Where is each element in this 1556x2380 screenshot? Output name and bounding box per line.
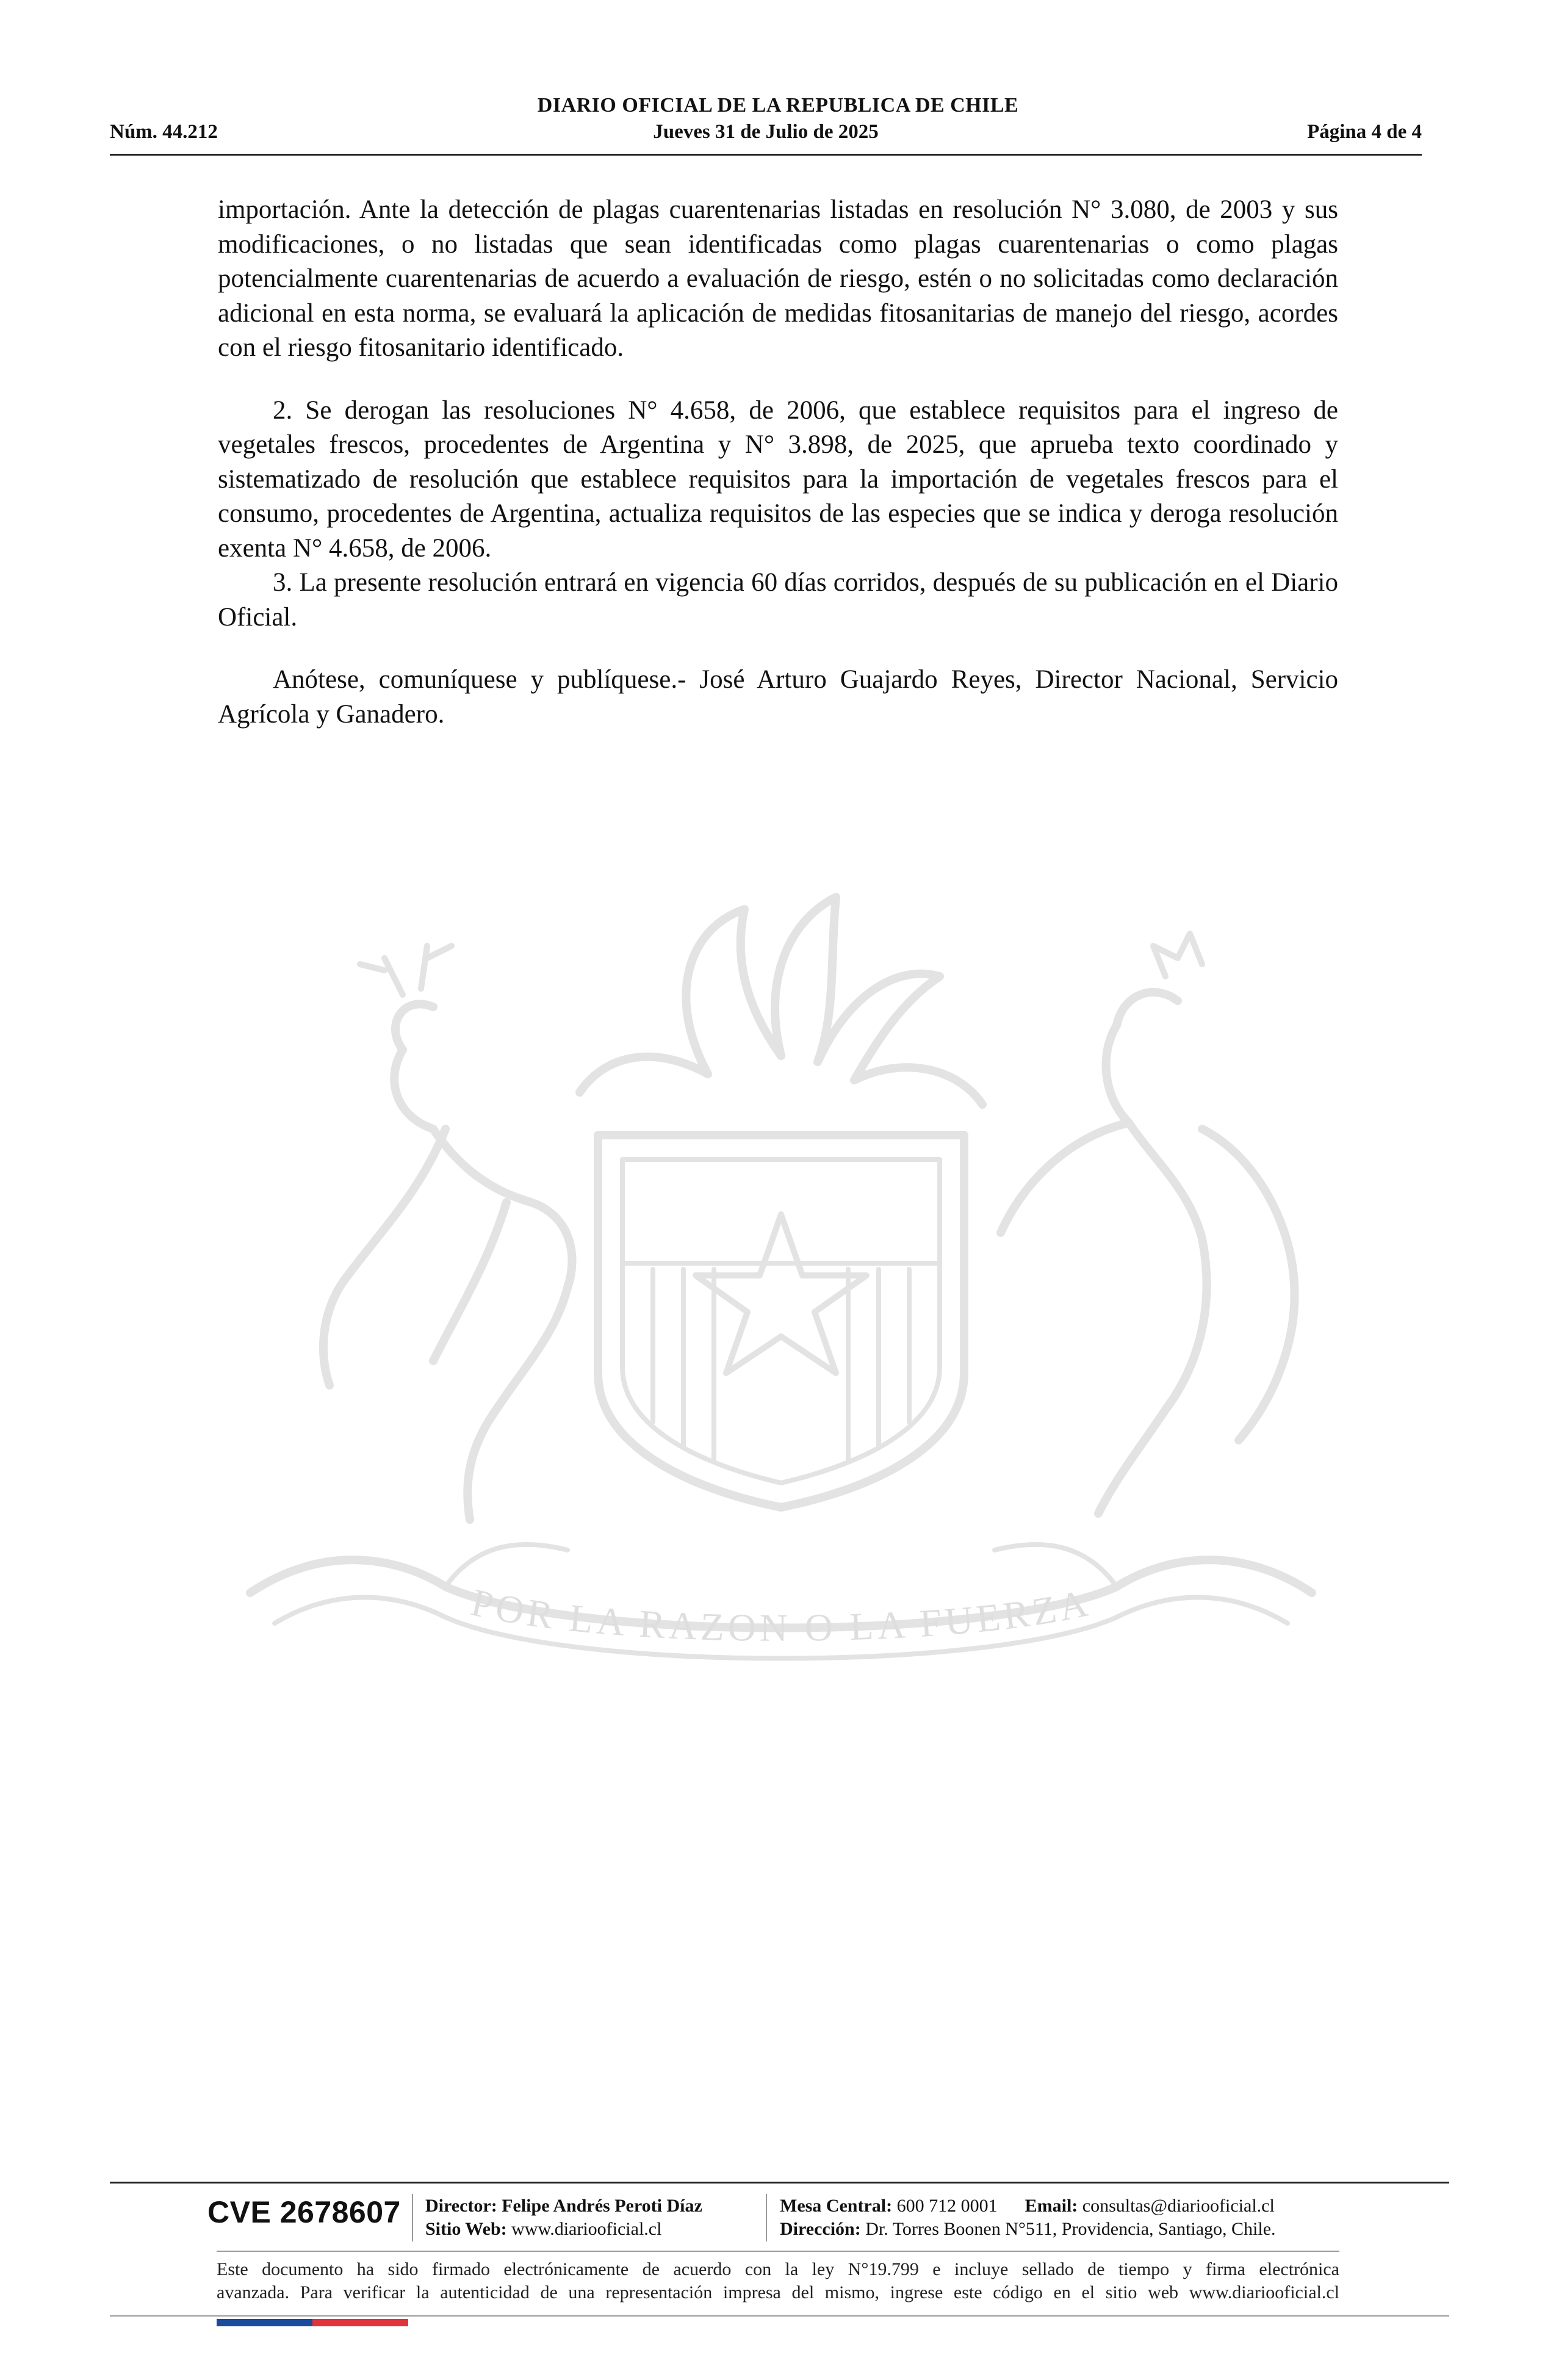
phone-number: 600 712 0001 <box>896 2196 998 2216</box>
footer-contact-block <box>780 2194 1276 2241</box>
footer-director-block <box>425 2194 702 2241</box>
cve-code: CVE 2678607 <box>207 2195 401 2229</box>
address-label: Dirección: <box>780 2219 861 2239</box>
director-name: Felipe Andrés Peroti Díaz <box>502 2196 702 2216</box>
address-value: Dr. Torres Boonen N°511, Providencia, Santiago, Chile. <box>865 2219 1276 2239</box>
flag-stripe-red <box>312 2319 408 2326</box>
email-link[interactable]: consultas@diariooficial.cl <box>1082 2196 1275 2216</box>
electronic-signature-notice <box>217 2258 1339 2304</box>
email-label: Email: <box>1025 2196 1078 2216</box>
coat-of-arms-watermark <box>201 873 1361 1684</box>
footer-divider-top <box>110 2182 1449 2183</box>
header-row <box>110 121 1422 149</box>
director-label: Director: <box>425 2196 497 2216</box>
newspaper-title: DIARIO OFICIAL DE LA REPUBLICA DE CHILE <box>537 94 1019 117</box>
website-label: Sitio Web: <box>425 2219 507 2239</box>
issue-number: Núm. 44.212 <box>110 121 218 143</box>
footer-divider-middle <box>217 2251 1339 2252</box>
motto-text: POR LA RAZON O LA FUERZA <box>467 1580 1095 1650</box>
paragraph-article-2: 2. Se derogan las resoluciones N° 4.658, de 2006, que establece requisitos para el ingreso de vegetales frescos, procedentes de Argentina y N° 3.898, de 2025, que aprueba texto coordinado y sistematizado de resolución que establece requisitos para la importación de vegetales frescos para el consumo, procedentes de Argentina, actualiza requisitos de las especies que se indica y deroga resolución exenta N° 4.658, de 2006. <box>218 395 1338 563</box>
paragraph-continuation: importación. Ante la detección de plagas cuarentenarias listadas en resolución N° 3.080, de 2003 y sus modificaciones, o no listadas que sean identificadas como plagas cuarentenarias o como plagas potencialmente cuarentenarias de acuerdo a evaluación de riesgo, estén o no solicitadas como declaración adicional en esta norma, se evaluará la aplicación de medidas fitosanitarias de manejo del riesgo, acordes con el riesgo fitosanitario identificado. <box>218 195 1338 362</box>
footer-separator <box>412 2194 413 2241</box>
notice-line-2: avanzada. Para verificar la autenticidad de una representación impresa del mismo, ingrese este código en el sitio web www.diariooficial.cl <box>217 2282 1339 2302</box>
resolution-text <box>218 193 1338 732</box>
footer-separator <box>766 2194 767 2241</box>
paragraph-closing-signature: Anótese, comuníquese y publíquese.- José Arturo Guajardo Reyes, Director Nacional, Servicio Agrícola y Ganadero. <box>218 665 1338 729</box>
header-divider <box>110 154 1422 156</box>
footer-divider-bottom <box>110 2315 1449 2317</box>
flag-stripe-blue <box>217 2319 312 2326</box>
notice-line-1: Este documento ha sido firmado electrónicamente de acuerdo con la ley N°19.799 e incluye sellado de tiempo y firma electrónica <box>217 2259 1339 2279</box>
page-indicator: Página 4 de 4 <box>1307 121 1422 143</box>
website-link[interactable]: www.diariooficial.cl <box>511 2219 662 2239</box>
issue-date: Jueves 31 de Julio de 2025 <box>653 121 879 143</box>
paragraph-article-3: 3. La presente resolución entrará en vigencia 60 días corridos, después de su publicación en el Diario Oficial. <box>218 568 1338 632</box>
phone-label: Mesa Central: <box>780 2196 893 2216</box>
